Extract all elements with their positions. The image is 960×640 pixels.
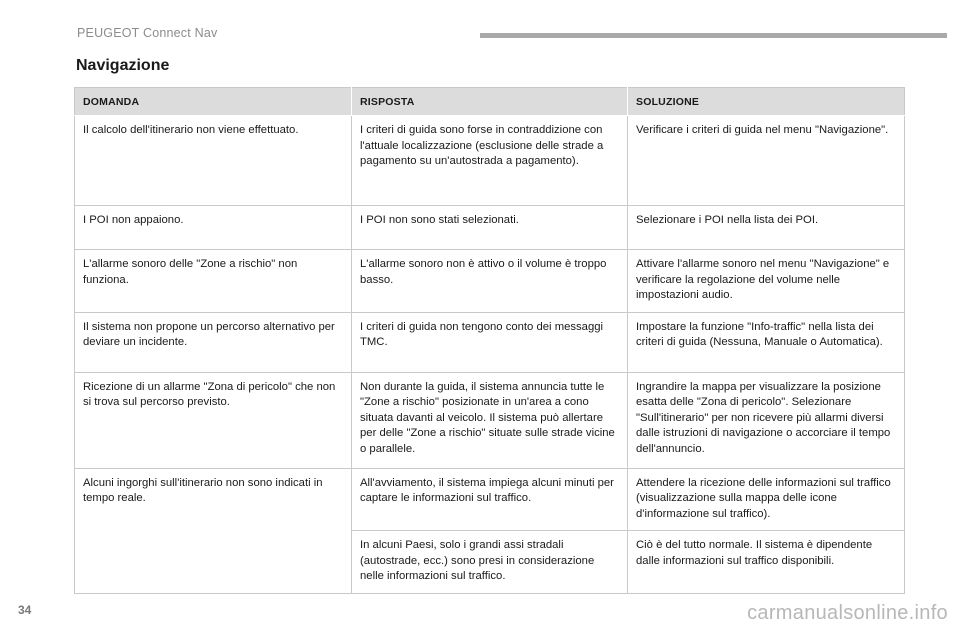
column-header-solution: SOLUZIONE xyxy=(628,88,905,116)
solution-cell: Verificare i criteri di guida nel menu "Navigazione". xyxy=(628,116,905,206)
table-row xyxy=(75,312,905,372)
watermark-text: carmanualsonline.info xyxy=(747,602,948,624)
question-cell: L'allarme sonoro delle "Zone a rischio" non funziona. xyxy=(75,250,352,313)
manual-header-title: PEUGEOT Connect Nav xyxy=(77,26,218,40)
table-row xyxy=(75,250,905,313)
answer-cell: I POI non sono stati selezionati. xyxy=(352,206,628,250)
question-cell: Alcuni ingorghi sull'itinerario non sono indicati in tempo reale. xyxy=(75,468,352,531)
column-header-answer: RISPOSTA xyxy=(352,88,628,116)
table-row xyxy=(75,372,905,468)
column-header-question: DOMANDA xyxy=(75,88,352,116)
header-divider-bar xyxy=(480,33,947,38)
answer-cell: L'allarme sonoro non è attivo o il volume è troppo basso. xyxy=(352,250,628,313)
table-header-row xyxy=(75,88,905,116)
table-row xyxy=(75,468,905,531)
table-row xyxy=(75,206,905,250)
solution-cell: Impostare la funzione "Info-traffic" nella lista dei criteri di guida (Nessuna, Manuale o Automatica). xyxy=(628,312,905,372)
table-row xyxy=(75,116,905,206)
solution-cell: Attivare l'allarme sonoro nel menu "Navigazione" e verificare la regolazione del volume nelle impostazioni audio. xyxy=(628,250,905,313)
answer-cell: In alcuni Paesi, solo i grandi assi stradali (autostrade, ecc.) sono presi in considerazione nelle informazioni sul traffico. xyxy=(352,531,628,594)
question-cell: Il calcolo dell'itinerario non viene effettuato. xyxy=(83,124,299,136)
question-cell: Ricezione di un allarme "Zona di pericolo" che non si trova sul percorso previsto. xyxy=(75,372,352,468)
answer-cell: Non durante la guida, il sistema annuncia tutte le "Zone a rischio" posizionate in un'area a cono situata davanti al veicolo. Il sistema può allertare per delle "Zone a rischio" situate sulle strade vicine o parallele. xyxy=(352,372,628,468)
question-cell xyxy=(75,531,352,594)
section-title: Navigazione xyxy=(76,57,170,74)
question-cell: Il sistema non propone un percorso alternativo per deviare un incidente. xyxy=(75,312,352,372)
solution-cell: Attendere la ricezione delle informazioni sul traffico (visualizzazione sulla mappa delle icone d'informazione sul traffico). xyxy=(628,468,905,531)
answer-cell: I criteri di guida non tengono conto dei messaggi TMC. xyxy=(352,312,628,372)
solution-cell: Selezionare i POI nella lista dei POI. xyxy=(628,206,905,250)
answer-cell: All'avviamento, il sistema impiega alcuni minuti per captare le informazioni sul traffico. xyxy=(352,468,628,531)
page-number: 34 xyxy=(18,603,32,617)
answer-cell: I criteri di guida sono forse in contraddizione con l'attuale localizzazione (esclusione delle strade a pagamento su un'autostrada a pagamento). xyxy=(352,116,628,206)
question-cell: I POI non appaiono. xyxy=(75,206,352,250)
solution-cell: Ciò è del tutto normale. Il sistema è dipendente dalle informazioni sul traffico disponibili. xyxy=(628,531,905,594)
troubleshooting-table xyxy=(74,87,905,594)
solution-cell: Ingrandire la mappa per visualizzare la posizione esatta delle "Zona di pericolo". Selezionare "Sull'itinerario" per non ricevere più allarmi diversi dalle istruzioni di navigazione o accorciare il tempo dell'annuncio. xyxy=(628,372,905,468)
table-row xyxy=(75,531,905,594)
